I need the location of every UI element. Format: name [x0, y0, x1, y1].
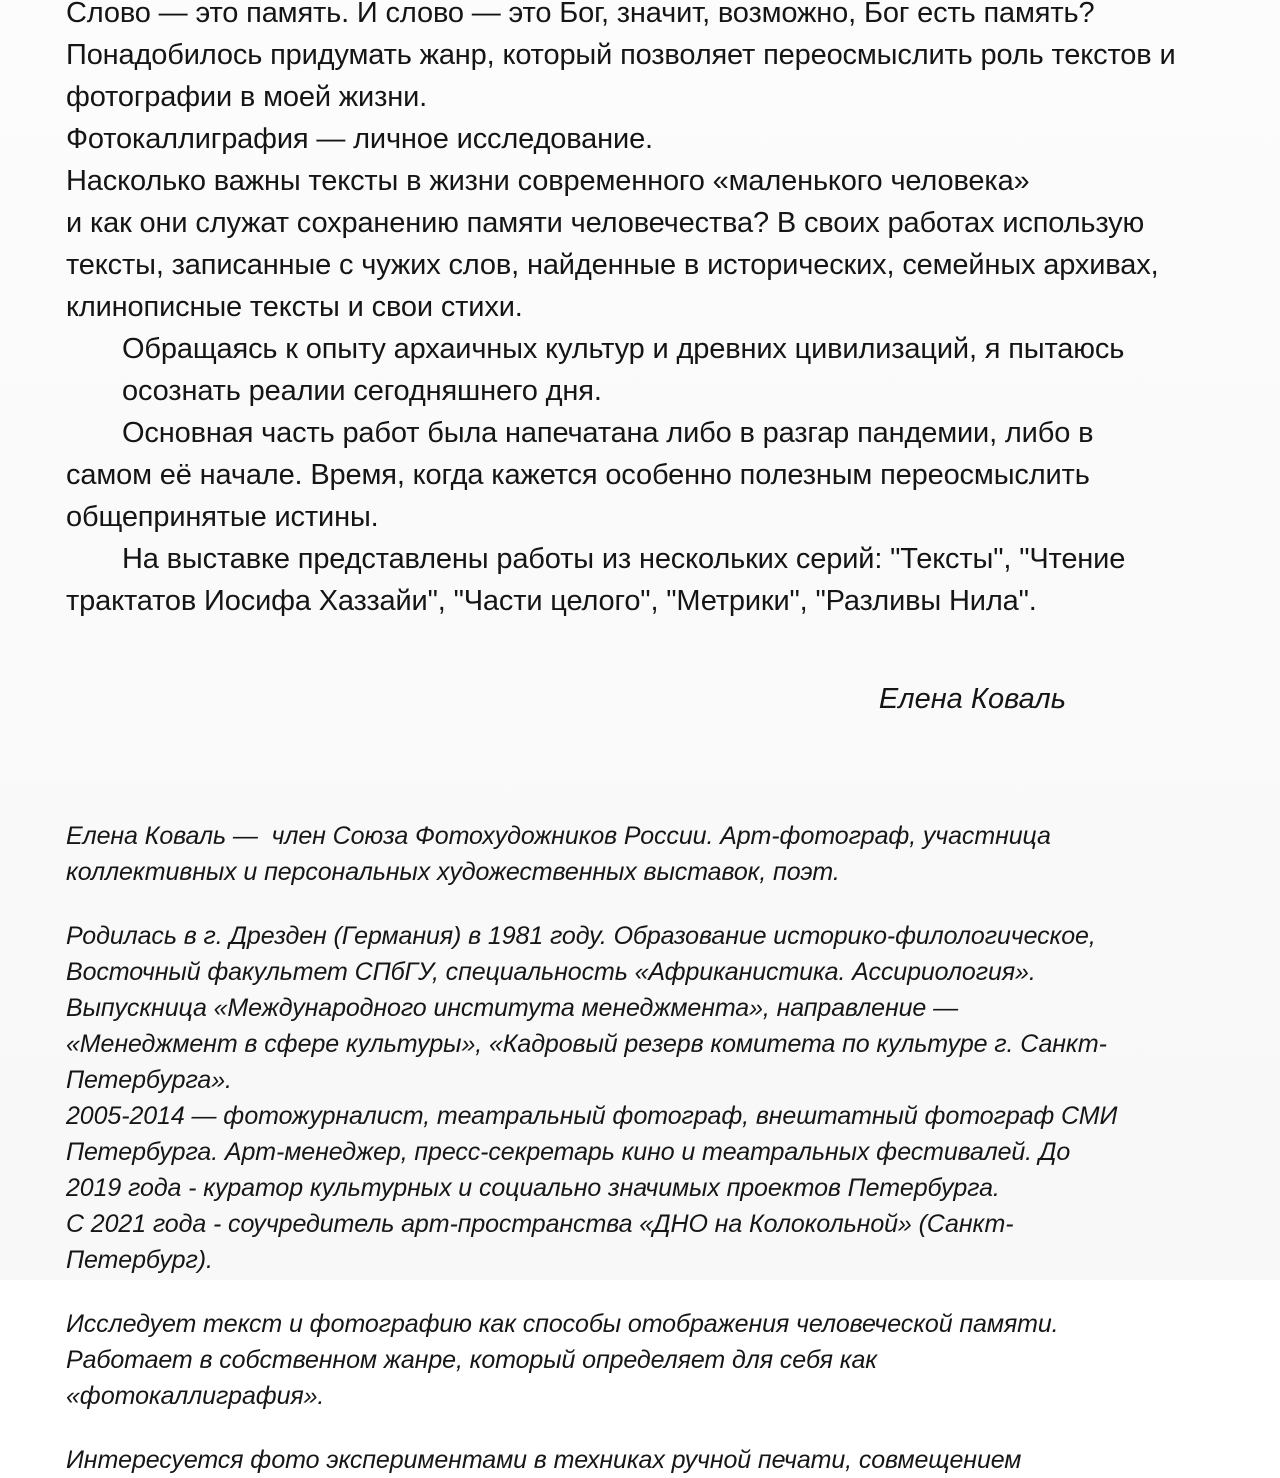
bio-line: Выпускница «Международного института менеджмента», направление —	[66, 994, 958, 1022]
statement-line: самом её начале. Время, когда кажется особенно полезным переосмыслить	[66, 459, 1090, 491]
bio-line: Исследует текст и фотографию как способы отображения человеческой памяти.	[66, 1310, 1059, 1338]
bio-line: Восточный факультет СПбГУ, специальность «Африканистика. Ассириология».	[66, 958, 1036, 986]
statement-paragraph-4	[66, 538, 1196, 622]
document-content	[66, 0, 1196, 1478]
bio-line: «Менеджмент в сфере культуры», «Кадровый резерв комитета по культуре г. Санкт-	[66, 1030, 1107, 1058]
artist-biography	[66, 818, 1196, 1478]
bio-line: Интересуется фото экспериментами в техниках ручной печати, совмещением	[66, 1446, 1022, 1474]
bio-line: Родилась в г. Дрезден (Германия) в 1981 году. Образование историко-филологическое,	[66, 922, 1096, 950]
statement-line: Обращаясь к опыту архаичных культур и древних цивилизаций, я пытаюсь	[122, 333, 1125, 365]
bio-line: 2005-2014 — фотожурналист, театральный фотограф, внештатный фотограф СМИ	[66, 1102, 1118, 1130]
statement-line: Основная часть работ была напечатана либо в разгар пандемии, либо в	[122, 417, 1094, 449]
statement-paragraph-3	[66, 412, 1196, 538]
statement-line: осознать реалии сегодняшнего дня.	[122, 375, 602, 407]
statement-line: Насколько важны тексты в жизни современного «маленького человека»	[66, 165, 1030, 197]
statement-line: трактатов Иосифа Хаззайи", "Части целого", "Метрики", "Разливы Нила".	[66, 585, 1037, 617]
statement-line: тексты, записанные с чужих слов, найденные в исторических, семейных архивах,	[66, 249, 1159, 281]
bio-paragraph-4	[66, 1442, 1196, 1478]
statement-line: На выставке представлены работы из нескольких серий: "Тексты", "Чтение	[122, 543, 1126, 575]
statement-line: Фотокаллиграфия — личное исследование.	[66, 123, 653, 155]
bio-line: 2019 года - куратор культурных и социально значимых проектов Петербурга.	[66, 1174, 1000, 1202]
artist-statement	[66, 0, 1196, 622]
bio-line: Петербург).	[66, 1246, 213, 1274]
statement-paragraph-1	[66, 0, 1196, 328]
bio-line: С 2021 года - соучредитель арт-пространства «ДНО на Колокольной» (Санкт-	[66, 1210, 1014, 1238]
statement-line: общепринятые истины.	[66, 501, 379, 533]
bio-line: «фотокаллиграфия».	[66, 1382, 325, 1410]
bio-line: Елена Коваль — член Союза Фотохудожников России. Арт-фотограф, участница	[66, 822, 1051, 850]
bio-line: коллективных и персональных художественных выставок, поэт.	[66, 858, 840, 886]
bio-line: Петербурга».	[66, 1066, 232, 1094]
bio-paragraph-2	[66, 918, 1196, 1278]
statement-line: клинописные тексты и свои стихи.	[66, 291, 523, 323]
statement-line: и как они служат сохранению памяти человечества? В своих работах использую	[66, 207, 1145, 239]
statement-line: Слово — это память. И слово — это Бог, значит, возможно, Бог есть память?	[66, 0, 1095, 29]
bio-paragraph-3	[66, 1306, 1196, 1414]
statement-paragraph-2	[66, 328, 1196, 412]
statement-signature: Елена Коваль	[878, 683, 1066, 715]
statement-line: фотографии в моей жизни.	[66, 81, 428, 113]
bio-line: Работает в собственном жанре, который определяет для себя как	[66, 1346, 877, 1374]
bio-paragraph-1	[66, 818, 1196, 890]
bio-line: Петербурга. Арт-менеджер, пресс-секретарь кино и театральных фестивалей. До	[66, 1138, 1071, 1166]
statement-line: Понадобилось придумать жанр, который позволяет переосмыслить роль текстов и	[66, 39, 1176, 71]
